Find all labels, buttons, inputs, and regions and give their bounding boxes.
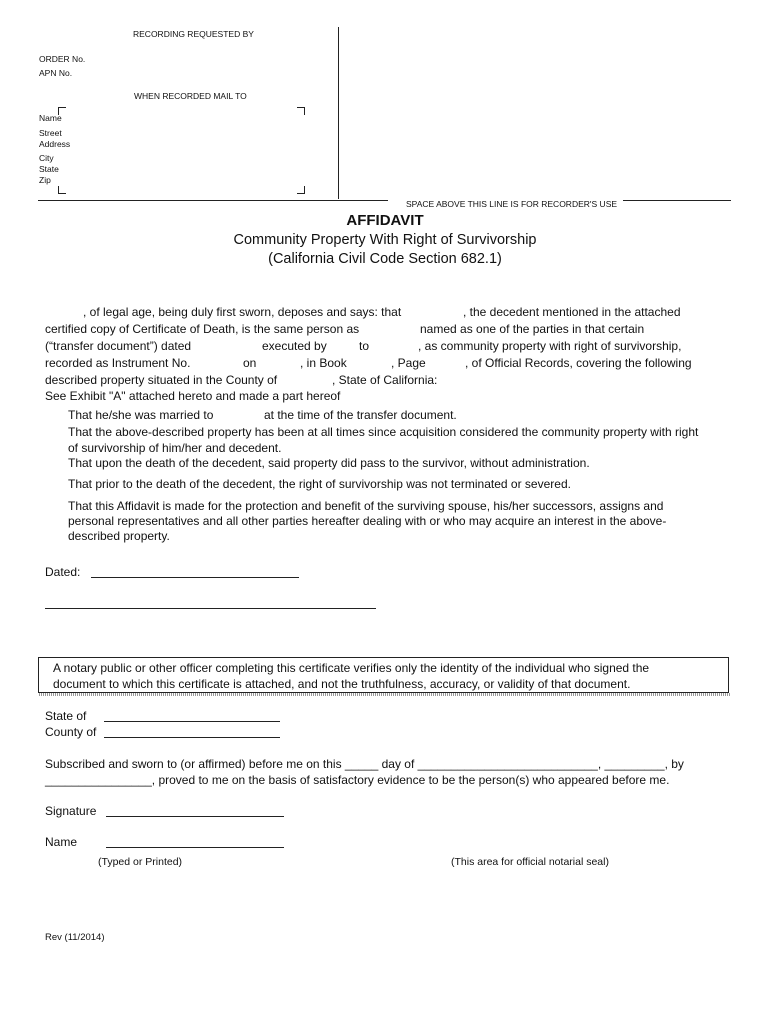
recorder-use-label: SPACE ABOVE THIS LINE IS FOR RECORDER'S USE (406, 199, 618, 209)
para-3: That upon the death of the decedent, said property did pass to the survivor, without administration. (68, 456, 590, 470)
exhibit-line: See Exhibit "A" attached hereto and made a part hereof (45, 389, 341, 403)
dated-label: Dated: (45, 565, 81, 579)
para-4: That prior to the death of the decedent, the right of survivorship was not terminated or severed. (68, 477, 571, 491)
body-line-4d: , Page (391, 356, 426, 370)
recorder-rule-right (623, 200, 731, 201)
recorder-rule-left (38, 200, 388, 201)
state-of-field[interactable] (104, 721, 280, 722)
body-line-4c: , in Book (300, 356, 347, 370)
document-title: AFFIDAVIT (346, 212, 424, 229)
county-of-label: County of (45, 725, 97, 739)
dated-field[interactable] (91, 577, 299, 578)
notary-name-field[interactable] (106, 847, 284, 848)
body-line-4a: recorded as Instrument No. (45, 356, 191, 370)
street-label: Street (39, 128, 62, 138)
signature-label: Signature (45, 804, 97, 818)
when-recorded-mail-to: WHEN RECORDED MAIL TO (134, 91, 247, 101)
state-of-label: State of (45, 709, 87, 723)
body-line-3d: , as community property with right of survivorship, (418, 339, 682, 353)
notary-signature-field[interactable] (106, 816, 284, 817)
notary-name-label: Name (45, 835, 78, 849)
recorder-vertical-rule (338, 27, 339, 199)
address-label: Address (39, 139, 71, 149)
body-line-2b: named as one of the parties in that certain (420, 322, 645, 336)
subscribed-line-1: Subscribed and sworn to (or affirmed) before me on this _____ day of ___________________________, _________, by (45, 757, 684, 771)
body-line-3c: to (359, 339, 370, 353)
para-5a: That this Affidavit is made for the protection and benefit of the surviving spouse, his/her successors, assigns and (68, 499, 664, 513)
typed-or-printed: (Typed or Printed) (98, 856, 183, 868)
recording-requested-by: RECORDING REQUESTED BY (133, 29, 254, 39)
affiant-signature-line[interactable] (45, 608, 376, 609)
apn-no-label: APN No. (39, 68, 73, 78)
notary-notice-line-1: A notary public or other officer completing this certificate verifies only the identity of the individual who signed the (53, 661, 650, 675)
para-2b: of survivorship of him/her and decedent. (68, 441, 282, 455)
body-line-3b: executed by (262, 339, 327, 353)
para-2a: That the above-described property has been at all times since acquisition considered the community property with right (68, 425, 699, 439)
body-line-4e: , of Official Records, covering the following (465, 356, 692, 370)
body-line-1b: , the decedent mentioned in the attached (463, 305, 681, 319)
zip-label: Zip (39, 175, 51, 185)
body-line-4b: on (243, 356, 257, 370)
bracket-bottom-right (297, 186, 305, 194)
notarial-seal-area: (This area for official notarial seal) (451, 856, 609, 868)
notary-notice-line-2: document to which this certificate is attached, and not the truthfulness, accuracy, or validity of that document. (53, 677, 631, 691)
subscribed-line-2: ________________, proved to me on the basis of satisfactory evidence to be the person(s) who appeared before me. (45, 773, 670, 787)
para-5c: described property. (68, 529, 170, 543)
county-of-field[interactable] (104, 737, 280, 738)
name-label: Name (39, 113, 62, 123)
order-no-label: ORDER No. (39, 54, 86, 64)
para-5b: personal representatives and all other parties hereafter dealing with or who may acquire an interest in the above- (68, 514, 667, 528)
body-line-3a: (“transfer document”) dated (45, 339, 192, 353)
civil-code-reference: (California Civil Code Section 682.1) (268, 251, 502, 267)
notary-box-shadow (39, 693, 731, 696)
para-1a: That he/she was married to (68, 408, 214, 422)
city-label: City (39, 153, 54, 163)
bracket-top-right (297, 107, 305, 115)
revision-label: Rev (11/2014) (45, 932, 105, 943)
bracket-bottom-left (58, 186, 66, 194)
body-line-2a: certified copy of Certificate of Death, is the same person as (45, 322, 360, 336)
body-line-5b: , State of California: (332, 373, 438, 387)
body-line-5a: described property situated in the County of (45, 373, 278, 387)
document-subtitle: Community Property With Right of Survivorship (233, 232, 537, 248)
body-line-1a: , of legal age, being duly first sworn, deposes and says: that (83, 305, 402, 319)
state-label: State (39, 164, 59, 174)
para-1b: at the time of the transfer document. (264, 408, 457, 422)
